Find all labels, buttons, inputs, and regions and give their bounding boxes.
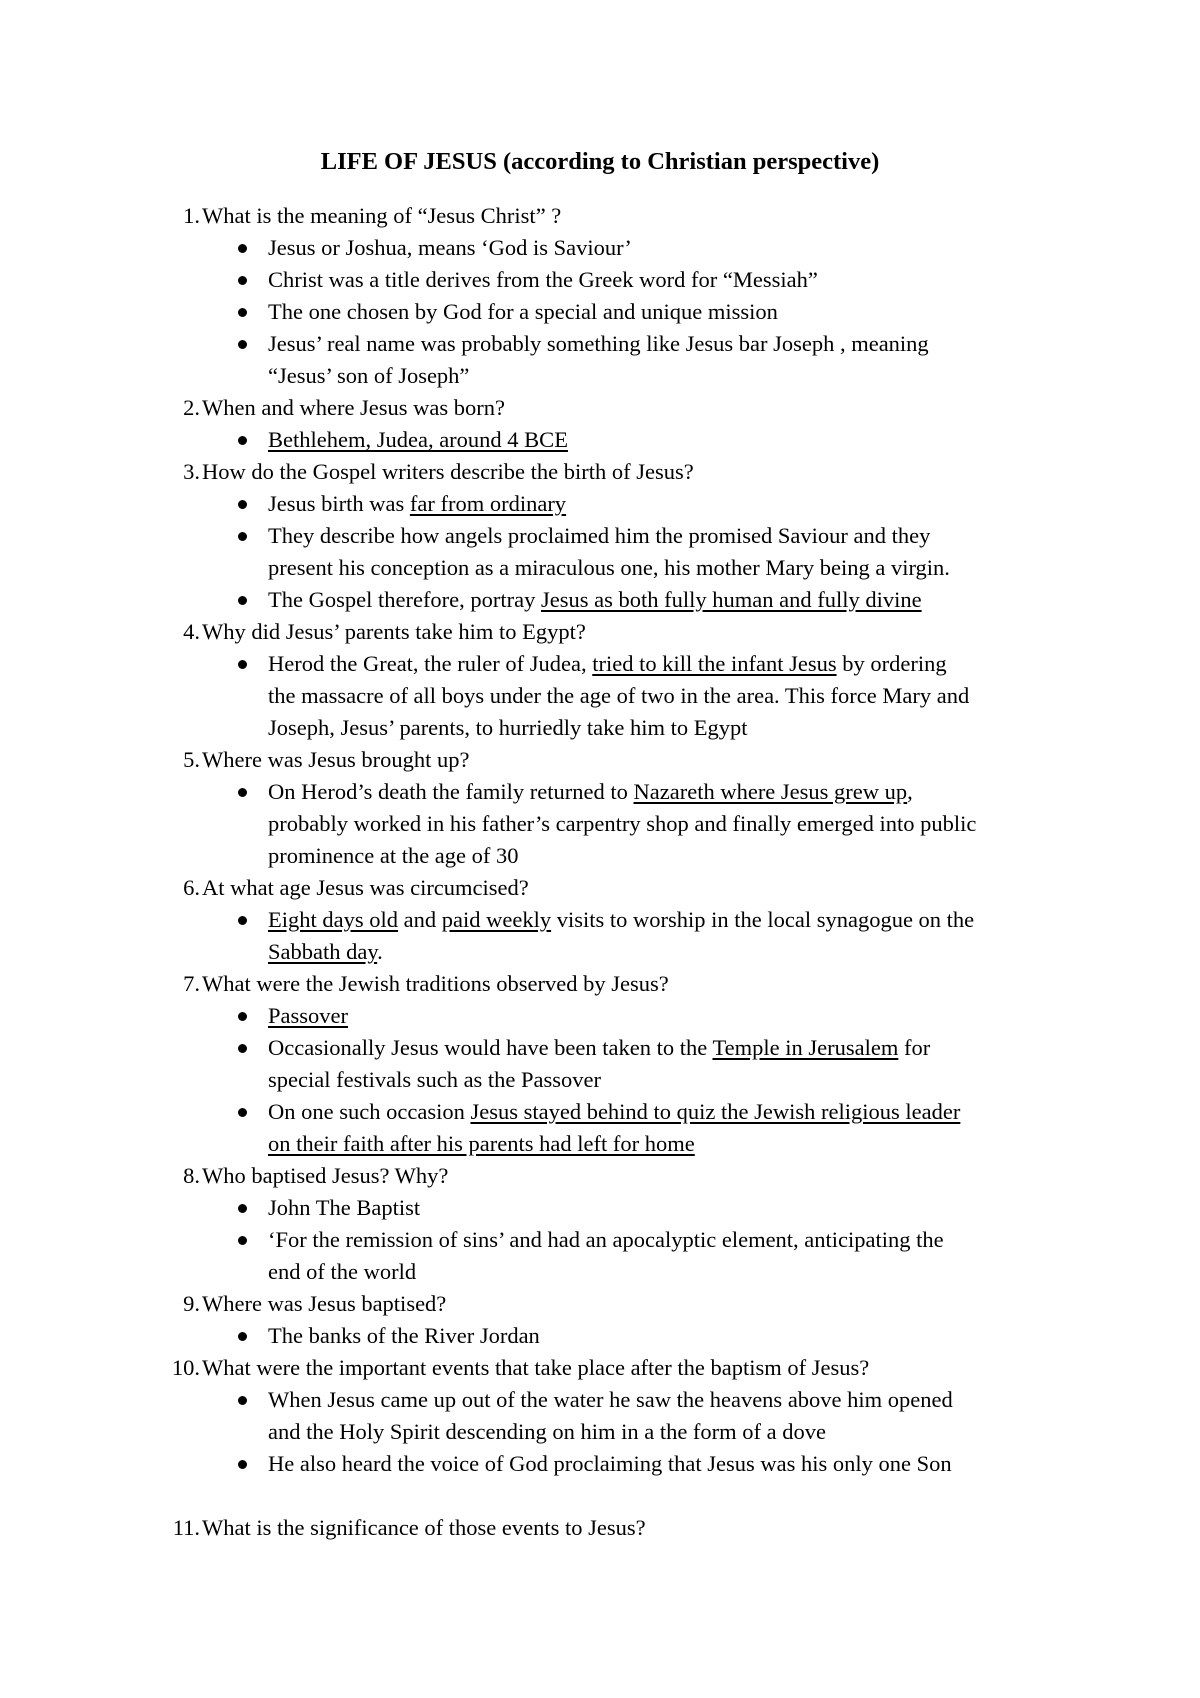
bullet-icon bbox=[238, 1108, 247, 1117]
answer-bullet bbox=[0, 1192, 1075, 1224]
answer-line bbox=[268, 1256, 1075, 1288]
answer-line bbox=[268, 1000, 1075, 1032]
answer-text: end of the world bbox=[268, 1259, 417, 1284]
question-1 bbox=[0, 200, 1200, 232]
bullet-icon bbox=[238, 916, 247, 925]
answer-bullet bbox=[0, 904, 1075, 968]
answer-text: , bbox=[907, 779, 913, 804]
answer-text: Christ was a title derives from the Greek word for “Messiah” bbox=[268, 267, 818, 292]
answer-line bbox=[268, 296, 1075, 328]
question-text: What is the significance of those events to Jesus? bbox=[202, 1515, 646, 1540]
answer-line bbox=[268, 1096, 1075, 1128]
answer-text: When Jesus came up out of the water he saw the heavens above him opened bbox=[268, 1387, 953, 1412]
answer-line bbox=[268, 1128, 1075, 1160]
answer-line bbox=[268, 1448, 1075, 1480]
bullet-icon bbox=[238, 788, 247, 797]
answer-bullet bbox=[0, 1448, 1075, 1480]
answer-text: present his conception as a miraculous one, his mother Mary being a virgin. bbox=[268, 555, 950, 580]
answer-text: John The Baptist bbox=[268, 1195, 421, 1220]
underlined-text: Jesus stayed behind to quiz the Jewish religious leader bbox=[470, 1099, 961, 1124]
answer-line bbox=[268, 360, 1075, 392]
answer-line bbox=[268, 1224, 1075, 1256]
question-2 bbox=[0, 392, 1200, 424]
answer-text: He also heard the voice of God proclaiming that Jesus was his only one Son bbox=[268, 1451, 952, 1476]
answer-line bbox=[268, 552, 1075, 584]
answer-text: The banks of the River Jordan bbox=[268, 1323, 540, 1348]
underlined-text: on their faith after his parents had left for home bbox=[268, 1131, 695, 1156]
answer-bullet bbox=[0, 296, 1075, 328]
answer-line bbox=[268, 424, 1075, 456]
bullet-icon bbox=[238, 1044, 247, 1053]
answer-bullet bbox=[0, 328, 1075, 392]
bullet-icon bbox=[238, 276, 247, 285]
answer-text: The Gospel therefore, portray bbox=[268, 587, 542, 612]
question-4 bbox=[0, 616, 1200, 648]
bullet-icon bbox=[238, 1204, 247, 1213]
question-number: 9. bbox=[183, 1291, 200, 1316]
question-6 bbox=[0, 872, 1200, 904]
answer-text: They describe how angels proclaimed him the promised Saviour and they bbox=[268, 523, 931, 548]
answer-line bbox=[268, 1416, 1075, 1448]
question-text: At what age Jesus was circumcised? bbox=[202, 875, 529, 900]
question-8 bbox=[0, 1160, 1200, 1192]
question-text: What is the meaning of “Jesus Christ” ? bbox=[202, 203, 562, 228]
answer-bullet bbox=[0, 424, 1075, 456]
answer-text: Herod the Great, the ruler of Judea, bbox=[268, 651, 593, 676]
bullet-icon bbox=[238, 532, 247, 541]
answer-line bbox=[268, 904, 1075, 936]
question-number: 1. bbox=[183, 203, 200, 228]
answer-line bbox=[268, 680, 1075, 712]
answer-bullet bbox=[0, 520, 1075, 584]
answer-text: Jesus or Joshua, means ‘God is Saviour’ bbox=[268, 235, 632, 260]
answer-bullet bbox=[0, 584, 1075, 616]
answer-text: and bbox=[398, 907, 442, 932]
answer-line bbox=[268, 584, 1075, 616]
answer-line bbox=[268, 328, 1075, 360]
answer-bullet bbox=[0, 232, 1075, 264]
answer-text: and the Holy Spirit descending on him in a the form of a dove bbox=[268, 1419, 827, 1444]
answer-line bbox=[268, 1032, 1075, 1064]
question-number: 7. bbox=[183, 971, 200, 996]
bullet-icon bbox=[238, 1396, 247, 1405]
question-text: What were the Jewish traditions observed by Jesus? bbox=[202, 971, 669, 996]
answer-bullet bbox=[0, 776, 1075, 872]
underlined-text: Nazareth where Jesus grew up bbox=[633, 779, 908, 804]
bullet-icon bbox=[238, 244, 247, 253]
answer-text: The one chosen by God for a special and unique mission bbox=[268, 299, 778, 324]
bullet-icon bbox=[238, 1460, 247, 1469]
question-number: 10. bbox=[171, 1355, 200, 1380]
answer-text: Jesus’ real name was probably something like Jesus bar Joseph , meaning bbox=[268, 331, 929, 356]
answer-text: probably worked in his father’s carpentry shop and finally emerged into public bbox=[268, 811, 977, 836]
question-number: 6. bbox=[183, 875, 200, 900]
answer-line bbox=[268, 520, 1075, 552]
answer-text: prominence at the age of 30 bbox=[268, 843, 519, 868]
underlined-text: Bethlehem, Judea, around 4 BCE bbox=[268, 427, 568, 452]
bullet-icon bbox=[238, 1236, 247, 1245]
answer-text: for bbox=[898, 1035, 931, 1060]
answer-text: Joseph, Jesus’ parents, to hurriedly take him to Egypt bbox=[268, 715, 748, 740]
question-text: How do the Gospel writers describe the birth of Jesus? bbox=[202, 459, 694, 484]
bullet-icon bbox=[238, 1332, 247, 1341]
answer-line bbox=[268, 1384, 1075, 1416]
blank-line bbox=[0, 1480, 1200, 1512]
question-text: Who baptised Jesus? Why? bbox=[202, 1163, 449, 1188]
bullet-icon bbox=[238, 660, 247, 669]
answer-bullet bbox=[0, 1320, 1075, 1352]
answer-text: ‘For the remission of sins’ and had an apocalyptic element, anticipating the bbox=[268, 1227, 944, 1252]
answer-bullet bbox=[0, 488, 1075, 520]
answer-text: Jesus birth was bbox=[268, 491, 410, 516]
bullet-icon bbox=[238, 340, 247, 349]
answer-line bbox=[268, 648, 1075, 680]
answer-line bbox=[268, 936, 1075, 968]
answer-bullet bbox=[0, 648, 1075, 744]
bullet-icon bbox=[238, 500, 247, 509]
answer-text: visits to worship in the local synagogue on the bbox=[551, 907, 975, 932]
question-5 bbox=[0, 744, 1200, 776]
bullet-icon bbox=[238, 436, 247, 445]
question-text: When and where Jesus was born? bbox=[202, 395, 506, 420]
answer-text: On Herod’s death the family returned to bbox=[268, 779, 634, 804]
answer-bullet bbox=[0, 1000, 1075, 1032]
question-number: 8. bbox=[183, 1163, 200, 1188]
underlined-text: Jesus as both fully human and fully divine bbox=[541, 587, 922, 612]
answer-line bbox=[268, 712, 1075, 744]
answer-text: “Jesus’ son of Joseph” bbox=[268, 363, 470, 388]
answer-line bbox=[268, 1064, 1075, 1096]
question-number: 11. bbox=[172, 1515, 200, 1540]
answer-text: Occasionally Jesus would have been taken to the bbox=[268, 1035, 713, 1060]
answer-text: special festivals such as the Passover bbox=[268, 1067, 602, 1092]
answer-bullet bbox=[0, 1032, 1075, 1096]
question-number: 3. bbox=[183, 459, 200, 484]
underlined-text: tried to kill the infant Jesus bbox=[592, 651, 837, 676]
answer-bullet bbox=[0, 1224, 1075, 1288]
bullet-icon bbox=[238, 1012, 247, 1021]
answer-bullet bbox=[0, 1384, 1075, 1448]
question-number: 4. bbox=[183, 619, 200, 644]
underlined-text: Temple in Jerusalem bbox=[712, 1035, 899, 1060]
answer-line bbox=[268, 776, 1075, 808]
question-number: 5. bbox=[183, 747, 200, 772]
answer-line bbox=[268, 1320, 1075, 1352]
answer-text: by ordering bbox=[836, 651, 947, 676]
answer-bullet bbox=[0, 1096, 1075, 1160]
answer-line bbox=[268, 232, 1075, 264]
question-list bbox=[0, 200, 1200, 1544]
answer-text: the massacre of all boys under the age of two in the area. This force Mary and bbox=[268, 683, 970, 708]
underlined-text: Sabbath day bbox=[268, 939, 378, 964]
underlined-text: Passover bbox=[268, 1003, 348, 1028]
question-7 bbox=[0, 968, 1200, 1000]
answer-text: . bbox=[377, 939, 383, 964]
answer-line bbox=[268, 808, 1075, 840]
answer-bullet bbox=[0, 264, 1075, 296]
answer-line bbox=[268, 1192, 1075, 1224]
answer-text: On one such occasion bbox=[268, 1099, 471, 1124]
question-number: 2. bbox=[183, 395, 200, 420]
underlined-text: paid weekly bbox=[441, 907, 552, 932]
underlined-text: far from ordinary bbox=[409, 491, 567, 516]
bullet-icon bbox=[238, 308, 247, 317]
question-text: Where was Jesus baptised? bbox=[202, 1291, 447, 1316]
bullet-icon bbox=[238, 596, 247, 605]
question-11 bbox=[0, 1512, 1200, 1544]
document-title: LIFE OF JESUS (according to Christian perspective) bbox=[320, 148, 880, 175]
answer-line bbox=[268, 840, 1075, 872]
question-text: Why did Jesus’ parents take him to Egypt? bbox=[202, 619, 586, 644]
question-9 bbox=[0, 1288, 1200, 1320]
answer-line bbox=[268, 264, 1075, 296]
question-text: Where was Jesus brought up? bbox=[202, 747, 470, 772]
underlined-text: Eight days old bbox=[268, 907, 398, 932]
question-10 bbox=[0, 1352, 1200, 1384]
question-3 bbox=[0, 456, 1200, 488]
answer-line bbox=[268, 488, 1075, 520]
question-text: What were the important events that take place after the baptism of Jesus? bbox=[202, 1355, 870, 1380]
